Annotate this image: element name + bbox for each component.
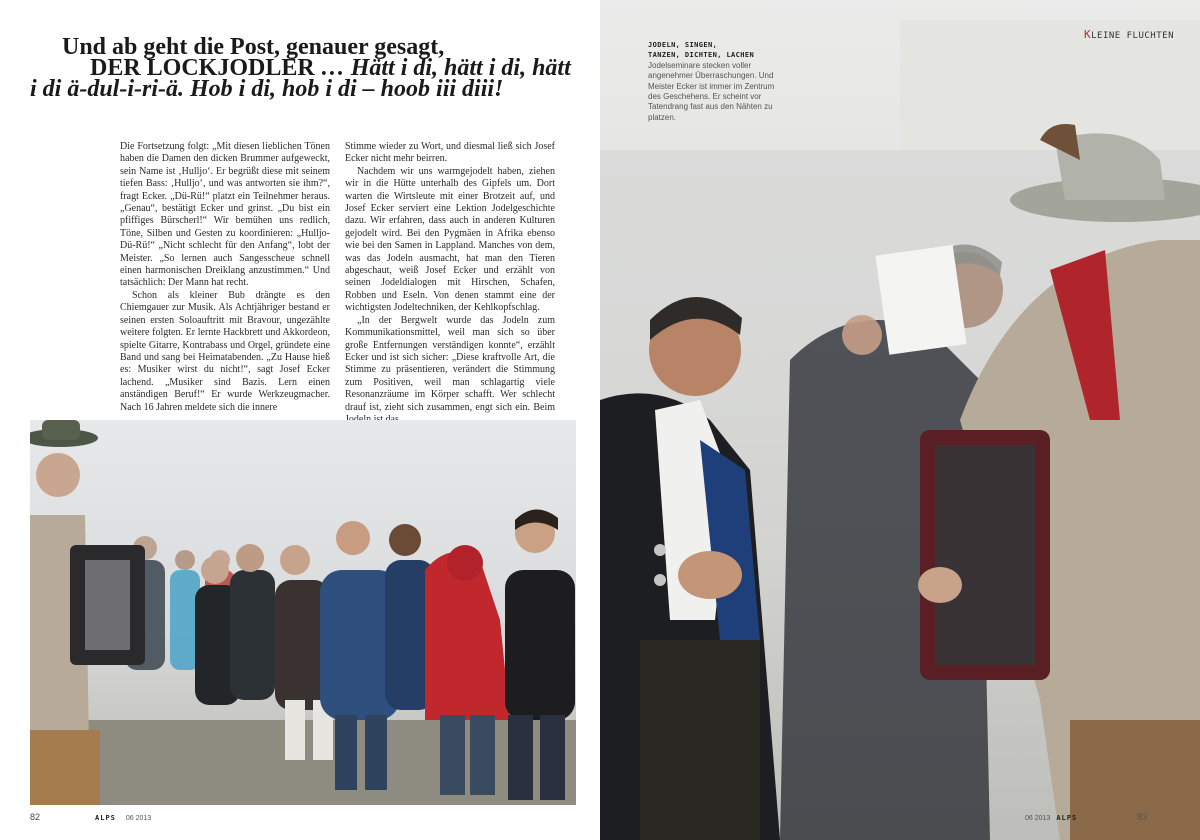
- issue-date: 06 2013: [125, 815, 152, 822]
- dance-photo: [30, 420, 576, 805]
- folio-left: [30, 812, 151, 822]
- yodel-master-photo: [600, 0, 1200, 840]
- headline: [30, 34, 590, 102]
- page-number: 83: [1137, 812, 1148, 822]
- caption-title-1: JODELN, SINGEN,: [648, 41, 718, 49]
- paragraph: Nachdem wir uns warmgejodelt haben, ziehen wir in die Hütte unterhalb des Gipfels um. Dort warten die Wirtsleute mit einer Brotzeit auf, und Josef Ecker serviert eine Lektion Jodelgeschichte dazu. Wir erfahren, dass auch in anderen Kulturen gejodelt wird. Bei den Pygmäen in Afrika ebenso wie bei den Samen in Lappland. Manches von dem, was das Jodeln ausmacht, hat man den Tieren abgeschaut, weiß Josef Ecker und erzählt von seinen Jodeldialogen mit Hirschen, Schafen, Robben und Eseln. Von denen stammt eine der wichtigsten Jodeltechniken, der Kehlkopfschlag.: [345, 165, 555, 314]
- magazine-brand: ALPS: [1056, 814, 1078, 822]
- dance-photo-illustration: [30, 420, 576, 805]
- paragraph: „In der Bergwelt wurde das Jodeln zum Kommunikationsmittel, weil man sich so über große Entfernungen verständigen konnte“, erzählt Ecker und ist sich sicher: „Diese kraftvolle Art, die Stimme zu präsentieren, verändert die Stimmung zum Positiven, weil man schlagartig viele Resonanzräume im Körper schafft. Wer schlecht drauf ist, zieht sich zusammen, engt sich ein. Beim: [345, 314, 555, 413]
- paragraph: Die Fortsetzung folgt: „Mit diesen lieblichen Tönen haben die Damen den dicken Brummer aufgeweckt, sein Name ist ‚Hulljo‘. Er begrüßt diese mit seinem tiefen Bass: ‚Hulljo‘, und was antworten sie ihm?“, fragt Ecker. „Dü-Rü!“ platzt ein Teilnehmer heraus. „Genau“, bestätigt Ecker und grinst. „Du bist ein pfiffiges Bürscherl!“ Wir bemühen uns redlich, Töne, Silben und Gesten zu koordinieren: „Hulljo-Dü-Rü!“ „Nicht schlecht für den Anfang“, lobt der Meister. „So lernen auch Sangesscheue schnell einen harmonischen Dreiklang anzustimmen.“ Und tatsächlich: Der Mann hat recht.: [120, 141, 330, 289]
- paragraph: Stimme wieder zu Wort, und diesmal ließ sich Josef Ecker nicht mehr beirren.: [345, 141, 555, 165]
- headline-line-1: Und ab geht die Post, genauer gesagt,: [62, 34, 445, 60]
- photo-caption: [648, 40, 778, 123]
- headline-italic: … Hätt i di, hätt i di, hätt: [314, 55, 571, 81]
- section-label: [1084, 28, 1174, 41]
- body-column-2: [345, 141, 555, 426]
- right-page: [600, 0, 1200, 840]
- headline-line-3: i di ä-dul-i-ri-ä. Hob i di, hob i di – hoob iii diii!: [30, 76, 504, 102]
- caption-text: Jodelseminare stecken voller angenehmer Überraschungen. Und Meister Ecker ist immer im Zentrum des Geschehens. Er scheint vor Tatendrang fast aus den Nähten zu platzen.: [648, 60, 775, 122]
- section-rest: LEINE FLUCHTEN: [1091, 31, 1174, 41]
- issue-date: 06 2013: [1025, 815, 1051, 822]
- headline-caps: DER LOCKJODLER: [90, 55, 315, 81]
- magazine-brand: ALPS: [95, 814, 116, 822]
- section-initial: K: [1084, 28, 1092, 41]
- paragraph: Schon als kleiner Bub drängte es den Chiemgauer zur Musik. Als Achtjähriger bestand er seinen ersten Soloauftritt mit Bravour, ungezählte weitere folgten. Er lernte Hackbrett und Akkordeon, spielte Gitarre, Kontrabass und Orgel, gründete eine Band und sang bei Heimatabenden. „Zu Hause hieß es: Musiker wirst du nicht!“, sagt Josef Ecker lachend. „Musiker sind Bazis. Lern einen anständigen Beruf!“ Er wurde Werkzeugmacher. Nach 16 Jahren meldete sich die innere: [120, 289, 330, 413]
- caption-title-2: TANZEN, DICHTEN, LACHEN: [648, 51, 755, 60]
- folio-right: [1025, 812, 1147, 822]
- page-number: 82: [30, 812, 41, 822]
- body-column-1: [120, 141, 330, 414]
